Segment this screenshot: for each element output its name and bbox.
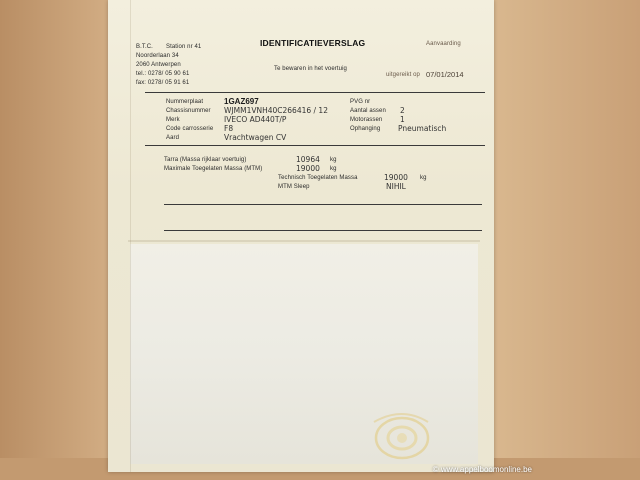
top-right-label: Aanvaarding <box>426 41 461 47</box>
label-technisch: Technisch Toegelaten Massa <box>278 175 358 181</box>
fold-crease <box>128 240 480 242</box>
unit-tarra: kg <box>330 157 337 163</box>
identification-report-paper <box>108 0 494 472</box>
station-line-1-right: Station nr 41 <box>166 44 202 50</box>
value-aard: Vrachtwagen CV <box>224 133 287 142</box>
station-line-1-left: B.T.C. <box>136 44 153 50</box>
label-nummerplaat: Nummerplaat <box>166 99 204 105</box>
label-code-carrosserie: Code carrosserie <box>166 126 214 132</box>
value-aantal-assen: 2 <box>400 106 405 115</box>
value-nummerplaat: 1GAZ697 <box>224 97 259 106</box>
value-ophanging: Pneumatisch <box>398 124 447 133</box>
value-merk: IVECO AD440T/P <box>224 115 287 124</box>
instruction-text: Te bewaren in het voertuig <box>274 66 347 72</box>
label-merk: Merk <box>166 117 180 123</box>
station-line-3: 2060 Antwerpen <box>136 62 181 68</box>
value-chassisnummer: WJMM1VNH40C266416 / 12 <box>224 106 328 115</box>
watermark-text: © www.appelboomonline.be <box>432 465 532 474</box>
label-tarra: Tarra (Massa rijklaar voertuig) <box>164 157 247 163</box>
label-ophanging: Ophanging <box>350 126 381 132</box>
value-technisch: 19000 <box>384 173 408 182</box>
label-mtm: Maximale Toegelaten Massa (MTM) <box>164 166 263 172</box>
station-line-2: Noorderlaan 34 <box>136 53 179 59</box>
background-left <box>0 0 110 480</box>
value-motorassen: 1 <box>400 115 405 124</box>
station-line-5: fax: 0278/ 05 91 61 <box>136 80 190 86</box>
label-chassisnummer: Chassisnummer <box>166 108 211 114</box>
label-motorassen: Motorassen <box>350 117 383 123</box>
unit-technisch: kg <box>420 175 427 181</box>
date-value: 07/01/2014 <box>426 70 464 79</box>
value-mtm: 19000 <box>296 164 320 173</box>
form-line-2 <box>164 230 482 231</box>
station-line-4: tel.: 0278/ 05 90 61 <box>136 71 190 77</box>
label-aantal-assen: Aantal assen <box>350 108 386 114</box>
seal-eye-icon <box>366 404 436 468</box>
paper-edge-line <box>130 0 131 472</box>
value-tarra: 10964 <box>296 155 320 164</box>
value-code-carrosserie: F8 <box>224 124 234 133</box>
label-pvg: PVG nr <box>350 99 371 105</box>
background-right <box>490 0 640 480</box>
label-aard: Aard <box>166 135 180 141</box>
value-mtm-sleep: NIHIL <box>386 182 406 191</box>
date-label: uitgereikt op <box>386 72 420 78</box>
form-line-1 <box>164 204 482 205</box>
document-title: IDENTIFICATIEVERSLAG <box>260 38 366 48</box>
label-mtm-sleep: MTM Sleep <box>278 184 310 190</box>
unit-mtm: kg <box>330 166 337 172</box>
